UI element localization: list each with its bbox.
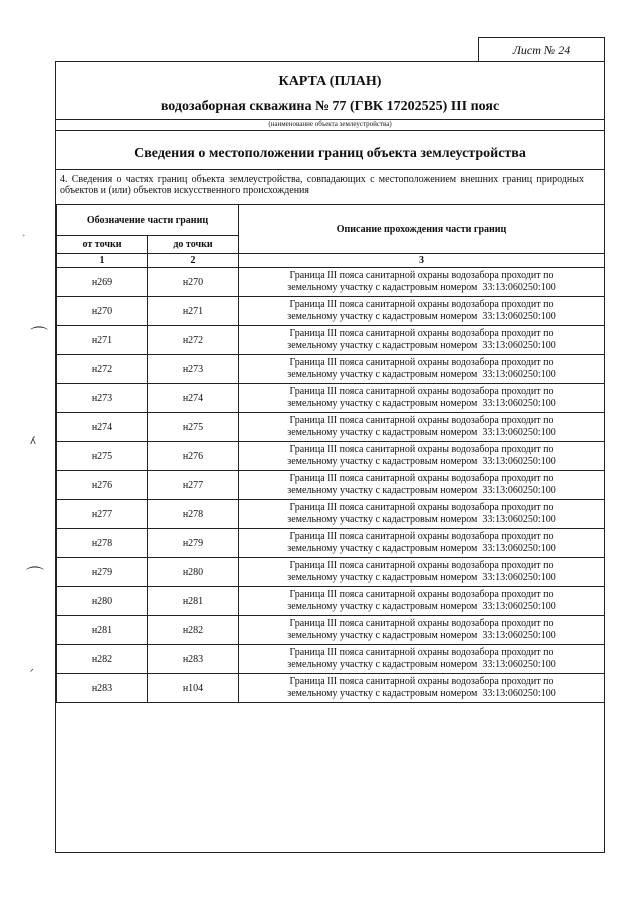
- table-row: [57, 442, 605, 471]
- group-header: Обозначение части границ: [57, 205, 239, 236]
- object-caption: (наименование объекта землеустройства): [268, 120, 392, 128]
- description-line: Граница III пояса санитарной охраны водозабора проходит по: [289, 415, 554, 426]
- table-row: [57, 616, 605, 645]
- description-line: Граница III пояса санитарной охраны водозабора проходит по: [289, 531, 554, 542]
- document-frame: [55, 61, 605, 853]
- col-number: 1: [57, 254, 148, 268]
- description-line: Граница III пояса санитарной охраны водозабора проходит по: [289, 676, 554, 687]
- from-point: н272: [57, 355, 148, 384]
- to-point: н281: [148, 587, 239, 616]
- description-line: Граница III пояса санитарной охраны водозабора проходит по: [289, 560, 554, 571]
- description-line: Граница III пояса санитарной охраны водозабора проходит по: [289, 647, 554, 658]
- to-point: н270: [148, 268, 239, 297]
- description-line: земельному участку с кадастровым номером 33:13:060250:100: [287, 282, 556, 293]
- description-line: земельному участку с кадастровым номером 33:13:060250:100: [287, 398, 556, 409]
- table-row: [57, 297, 605, 326]
- boundary-description: [239, 268, 605, 297]
- table-row: [57, 471, 605, 500]
- boundary-description: [239, 645, 605, 674]
- boundary-description: [239, 616, 605, 645]
- from-point: н280: [57, 587, 148, 616]
- table-row: [57, 500, 605, 529]
- from-point: н277: [57, 500, 148, 529]
- description-line: земельному участку с кадастровым номером 33:13:060250:100: [287, 427, 556, 438]
- from-point: н270: [57, 297, 148, 326]
- to-point: н283: [148, 645, 239, 674]
- divider: [56, 130, 604, 131]
- description-line: Граница III пояса санитарной охраны водозабора проходит по: [289, 357, 554, 368]
- boundary-description: [239, 674, 605, 703]
- boundary-table: [56, 204, 605, 703]
- to-point: н279: [148, 529, 239, 558]
- description-line: земельному участку с кадастровым номером 33:13:060250:100: [287, 630, 556, 641]
- table-row: [57, 645, 605, 674]
- description-line: Граница III пояса санитарной охраны водозабора проходит по: [289, 328, 554, 339]
- to-point: н104: [148, 674, 239, 703]
- description-line: Граница III пояса санитарной охраны водозабора проходит по: [289, 299, 554, 310]
- description-line: Граница III пояса санитарной охраны водозабора проходит по: [289, 502, 554, 513]
- boundary-description: [239, 558, 605, 587]
- description-line: Граница III пояса санитарной охраны водозабора проходит по: [289, 386, 554, 397]
- to-point: н277: [148, 471, 239, 500]
- description-line: Граница III пояса санитарной охраны водозабора проходит по: [289, 589, 554, 600]
- object-name: водозаборная скважина № 77 (ГВК 17202525) III пояс: [160, 99, 500, 114]
- to-point: н280: [148, 558, 239, 587]
- boundary-description: [239, 355, 605, 384]
- section-title: Сведения о местоположении границ объекта землеустройства: [134, 146, 526, 161]
- table-row: [57, 587, 605, 616]
- boundary-description: [239, 297, 605, 326]
- table-row: [57, 529, 605, 558]
- from-header: от точки: [57, 236, 148, 254]
- boundary-description: [239, 442, 605, 471]
- to-point: н273: [148, 355, 239, 384]
- description-line: Граница III пояса санитарной охраны водозабора проходит по: [289, 618, 554, 629]
- description-line: земельному участку с кадастровым номером 33:13:060250:100: [287, 514, 556, 525]
- description-line: земельному участку с кадастровым номером 33:13:060250:100: [287, 572, 556, 583]
- description-line: земельному участку с кадастровым номером 33:13:060250:100: [287, 311, 556, 322]
- from-point: н276: [57, 471, 148, 500]
- boundary-description: [239, 384, 605, 413]
- section-intro: 4. Сведения о частях границ объекта землеустройства, совпадающих с местоположением внешних границ природных объектов и (или) объектов искусственного происхождения: [60, 174, 584, 196]
- description-line: Граница III пояса санитарной охраны водозабора проходит по: [289, 444, 554, 455]
- table-row: [57, 268, 605, 297]
- boundary-description: [239, 326, 605, 355]
- to-point: н271: [148, 297, 239, 326]
- to-point: н275: [148, 413, 239, 442]
- to-header: до точки: [148, 236, 239, 254]
- to-point: н274: [148, 384, 239, 413]
- from-point: н282: [57, 645, 148, 674]
- description-line: Граница III пояса санитарной охраны водозабора проходит по: [289, 270, 554, 281]
- boundary-description: [239, 529, 605, 558]
- description-line: земельному участку с кадастровым номером 33:13:060250:100: [287, 601, 556, 612]
- from-point: н271: [57, 326, 148, 355]
- boundary-description: [239, 471, 605, 500]
- divider: [56, 169, 604, 170]
- sheet-number: Лист № 24: [512, 43, 571, 57]
- description-line: земельному участку с кадастровым номером 33:13:060250:100: [287, 688, 556, 699]
- table-row: [57, 674, 605, 703]
- punch-mark-icon: ⌒: [26, 566, 44, 587]
- to-point: н282: [148, 616, 239, 645]
- col-number: 2: [148, 254, 239, 268]
- description-line: земельному участку с кадастровым номером 33:13:060250:100: [287, 340, 556, 351]
- sheet-number-box: [478, 37, 605, 62]
- boundary-description: [239, 413, 605, 442]
- boundary-description: [239, 587, 605, 616]
- table-row: [57, 384, 605, 413]
- from-point: н279: [57, 558, 148, 587]
- col-number: 3: [239, 254, 605, 268]
- boundary-description: [239, 500, 605, 529]
- from-point: н269: [57, 268, 148, 297]
- table-row: [57, 355, 605, 384]
- punch-mark-icon: ⌒: [30, 326, 48, 347]
- to-point: н276: [148, 442, 239, 471]
- from-point: н274: [57, 413, 148, 442]
- table-row: [57, 558, 605, 587]
- from-point: н273: [57, 384, 148, 413]
- from-point: н278: [57, 529, 148, 558]
- punch-mark-icon: ʎ: [30, 436, 36, 447]
- description-line: земельному участку с кадастровым номером 33:13:060250:100: [287, 543, 556, 554]
- to-point: н272: [148, 326, 239, 355]
- description-line: земельному участку с кадастровым номером 33:13:060250:100: [287, 485, 556, 496]
- table-row: [57, 413, 605, 442]
- description-line: земельному участку с кадастровым номером 33:13:060250:100: [287, 456, 556, 467]
- from-point: н281: [57, 616, 148, 645]
- to-point: н278: [148, 500, 239, 529]
- punch-mark-icon: ᐟ: [30, 668, 34, 678]
- table-row: [57, 326, 605, 355]
- from-point: н283: [57, 674, 148, 703]
- document-title: КАРТА (ПЛАН): [278, 74, 382, 89]
- punch-mark-icon: ﾞ: [22, 235, 27, 245]
- from-point: н275: [57, 442, 148, 471]
- description-line: земельному участку с кадастровым номером 33:13:060250:100: [287, 659, 556, 670]
- desc-header: Описание прохождения части границ: [239, 205, 605, 254]
- description-line: Граница III пояса санитарной охраны водозабора проходит по: [289, 473, 554, 484]
- description-line: земельному участку с кадастровым номером 33:13:060250:100: [287, 369, 556, 380]
